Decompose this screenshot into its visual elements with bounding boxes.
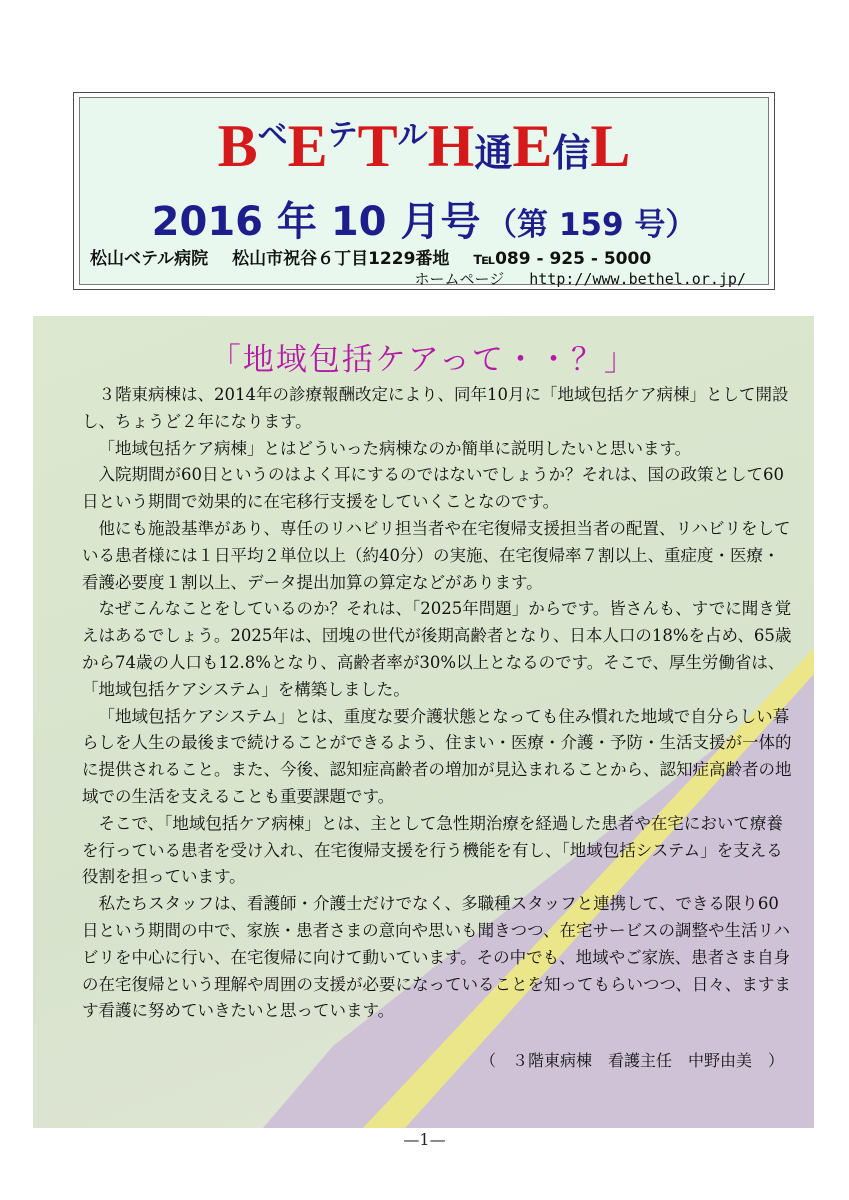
title-letter: ベ xyxy=(257,118,288,153)
article-paragraph: なぜこんなことをしているのか？それは、「2025年問題」からです。皆さんも、すでに聞き覚えはあるでしょう。2025年は、団塊の世代が後期高齢者となり、日本人口の18%を占め、65歳から74歳の人口も12.8%となり、高齢者率が30%以上となるのです。そこで、厚生労働省は、「地域包括ケアシステム」を構築しました。 xyxy=(82,599,792,699)
article-paragraph: 「地域包括ケア病棟」とはどういった病棟なのか簡単に説明したいと思います。 xyxy=(98,438,692,458)
article-signature: （ ３階東病棟 看護主任 中野由美 ） xyxy=(479,1051,784,1070)
article-paragraph: ３階東病棟は、2014年の診療報酬改定により、同年10月に「地域包括ケア病棟」として開設し、ちょうど２年になります。 xyxy=(82,385,789,431)
title-letter: 信 xyxy=(552,131,591,175)
contact-line xyxy=(90,244,669,269)
title-letter: H xyxy=(427,113,475,179)
title-letter: テ xyxy=(327,118,358,153)
newsletter-title xyxy=(80,113,768,182)
newsletter-header xyxy=(73,92,775,290)
article-paragraph: 入院期間が60日というのはよく耳にするのではないでしょうか？それは、国の政策として60日という期間で効果的に在宅移行支援をしていくことなのです。 xyxy=(82,465,784,512)
title-letter: ル xyxy=(397,118,428,153)
homepage-line xyxy=(415,268,746,289)
header-panel xyxy=(79,97,769,288)
title-letter: L xyxy=(590,113,631,179)
article-panel xyxy=(33,316,814,1128)
hospital-address: 松山市祝谷６丁目1229番地 xyxy=(232,249,450,269)
title-letter: 通 xyxy=(474,131,513,175)
homepage-label: ホームページ xyxy=(414,270,505,288)
article-paragraph: 私たちスタッフは、看護師・介護士だけでなく、多職種スタッフと連携して、できる限り60日という期間の中で、家族・患者さまの意向や思いも聞きつつ、在宅サービスの調整や生活リハビリを中心に行い、在宅復帰に向けて動いています。その中でも、地域やご家族、患者さま自身の在宅復帰という理解や周囲の支援が必要になっていることを知ってもらいつつ、日々、ますます看護に努めていきたいと思っています。 xyxy=(82,894,791,1021)
hospital-phone: ℡089 - 925 - 5000 xyxy=(473,249,652,269)
issue-line xyxy=(80,190,768,247)
article-paragraph: そこで、「地域包括ケア病棟」とは、主として急性期治療を経過した患者や在宅において療養を行っている患者を受け入れ、在宅復帰支援を行う機能を有し、「地域包括システム」を支える役割を担っています。 xyxy=(82,813,783,887)
page-number: —1— xyxy=(403,1130,446,1149)
title-letter: E xyxy=(287,113,328,179)
issue-number: （第 159 号） xyxy=(486,207,697,243)
article-title: 「地域包括ケアって・・？」 xyxy=(209,342,638,378)
title-letter: B xyxy=(217,113,258,179)
hospital-name: 松山ベテル病院 xyxy=(90,249,209,269)
issue-date: 2016 年 10 月号 xyxy=(151,199,481,245)
title-letter: E xyxy=(512,113,553,179)
article-body xyxy=(82,382,794,1025)
article-paragraph: 他にも施設基準があり、専任のリハビリ担当者や在宅復帰支援担当者の配置、リハビリをしている患者様には１日平均２単位以上（約40分）の実施、在宅復帰率７割以上、重症度・医療・看護必要度１割以上、データ提出加算の算定などがあります。 xyxy=(82,518,791,592)
article-paragraph: 「地域包括ケアシステム」とは、重度な要介護状態となっても住み慣れた地域で自分らしい暮らしを人生の最後まで続けることができるよう、住まい・医療・介護・予防・生活支援が一体的に提供されること。また、今後、認知症高齢者の増加が見込まれることから、認知症高齢者の地域での生活を支えることも重要課題です。 xyxy=(82,706,792,806)
title-letter: T xyxy=(357,113,398,179)
homepage-link[interactable]: http://www.bethel.or.jp/ xyxy=(529,270,746,288)
